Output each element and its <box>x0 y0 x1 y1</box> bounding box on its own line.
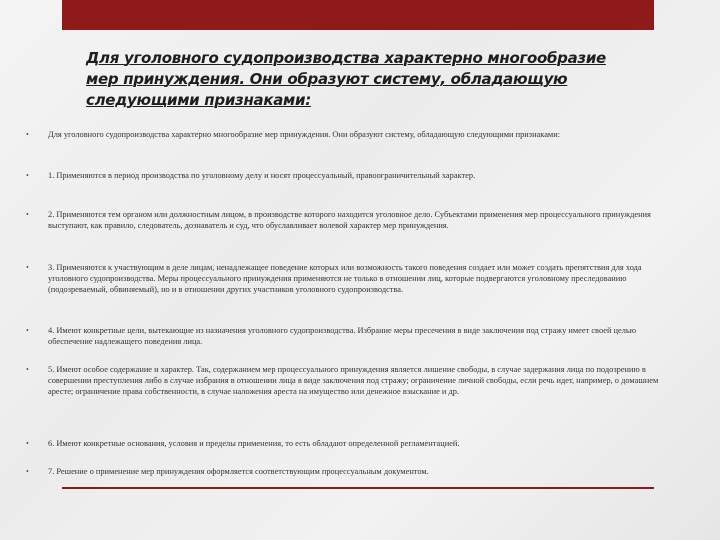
list-item <box>26 467 666 478</box>
list-item-text: 5. Имеют особое содержание и характер. Так, содержанием мер процессуального принуждения является лишение свободы, в случае задержания лица по подозрению в совершении преступления либо в случае избрания в отношении лица в виде заключения под стражу; ограничение личной свободы, если речь идет, например, о домашнем аресте; ограничение права собственности, в случае наложения ареста на имущество или денежное взыскание и др. <box>48 365 659 396</box>
list-item-text: 7. Решение о применение мер принуждения оформляется соответствующим процессуальным документом. <box>48 467 429 476</box>
list-item <box>26 439 666 450</box>
bullet-icon: • <box>26 130 29 139</box>
bullet-icon: • <box>26 439 29 448</box>
list-item-text: Для уголовного судопроизводства характерно многообразие мер принуждения. Они образуют систему, обладающую следующими признаками: <box>48 130 561 139</box>
list-item <box>26 210 666 232</box>
slide-title: Для уголовного судопроизводства характерно многообразие мер принуждения. Они образуют систему, обладающую следующими признаками: <box>86 49 606 109</box>
bullet-icon: • <box>26 210 29 219</box>
bullet-icon: • <box>26 326 29 335</box>
list-item <box>26 130 666 141</box>
bullet-icon: • <box>26 263 29 272</box>
bullet-icon: • <box>26 467 29 476</box>
list-item-text: 2. Применяются тем органом или должностным лицом, в производстве которого находится уголовное дело. Субъектами применения мер процессуального принуждения выступают, как правило, следователь, дознаватель и суд, что обуславливает волевой характер мер принуждения. <box>48 210 651 230</box>
list-item <box>26 171 666 182</box>
list-item-text: 6. Имеют конкретные основания, условия и пределы применения, то есть обладают определенной регламентацией. <box>48 439 460 448</box>
list-item-text: 4. Имеют конкретные цели, вытекающие из назначения уголовного судопроизводства. Избрание меры пресечения в виде заключения под стражу имеет своей целью обеспечение надлежащего поведения лица. <box>48 326 636 346</box>
list-item <box>26 326 666 348</box>
bottom-divider <box>62 487 654 489</box>
list-item <box>26 263 666 295</box>
list-item <box>26 365 666 397</box>
bullet-icon: • <box>26 171 29 180</box>
list-item-text: 3. Применяются к участвующим в деле лицам, ненадлежащее поведение которых или возможность такого поведения создает или может создать препятствия для хода уголовного судопроизводства. Меры процессуального принуждения применяются не только в отношении лиц, которые подвергаются уголовному преследованию (подозреваемый, обвиняемый), но и в отношении других участников уголовного судопроизводства. <box>48 263 642 294</box>
top-accent-bar <box>62 0 654 30</box>
bullet-icon: • <box>26 365 29 374</box>
list-item-text: 1. Применяются в период производства по уголовному делу и носят процессуальный, правоограничительный характер. <box>48 171 476 180</box>
